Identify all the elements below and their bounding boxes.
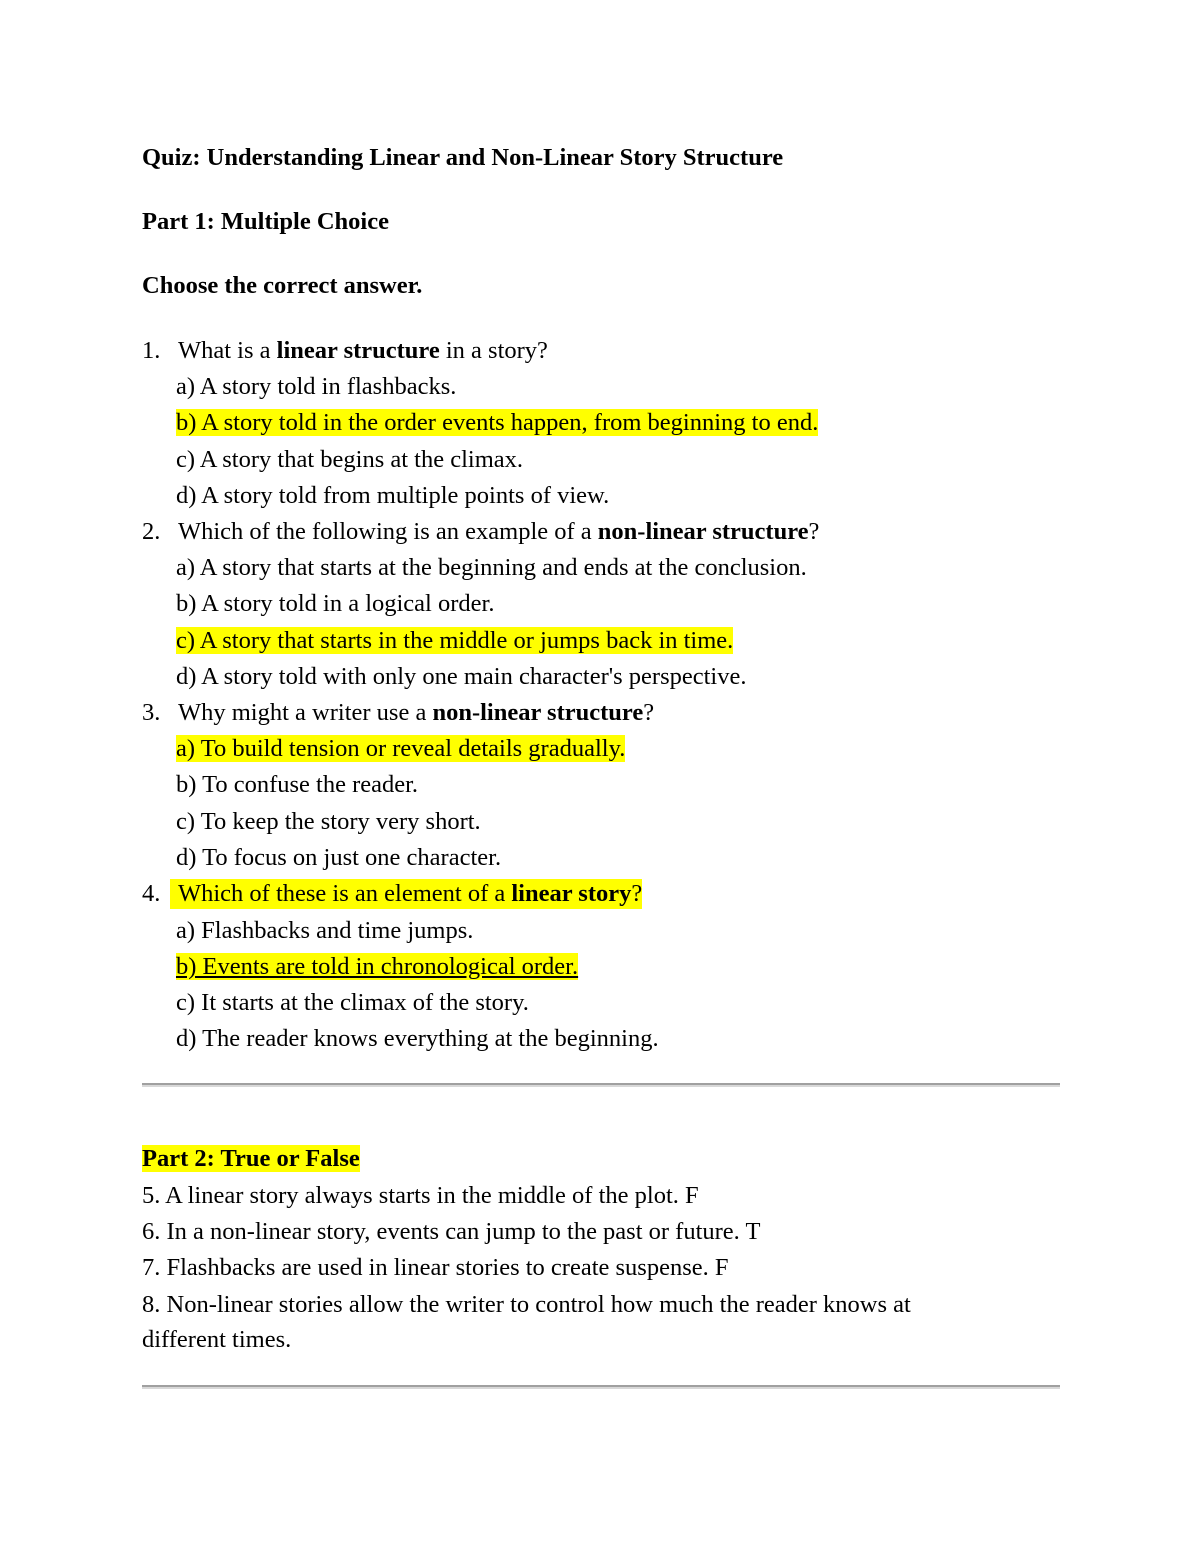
statement-5: 5. A linear story always starts in the middle of the plot. F xyxy=(142,1182,699,1209)
statement-7: 7. Flashbacks are used in linear stories to create suspense. F xyxy=(142,1254,729,1281)
statement-6: 6. In a non-linear story, events can jump to the past or future. T xyxy=(142,1218,761,1245)
part2-heading xyxy=(142,1144,360,1174)
part2-heading-text: Part 2: True or False xyxy=(142,1145,360,1172)
question-1-option-d: d) A story told from multiple points of view. xyxy=(176,482,610,509)
part1-heading: Part 1: Multiple Choice xyxy=(142,208,389,235)
question-1-pre: What is a xyxy=(178,337,277,364)
quiz-title: Quiz: Understanding Linear and Non-Linear Story Structure xyxy=(142,144,784,171)
question-4-option-c: c) It starts at the climax of the story. xyxy=(176,989,529,1016)
question-2-option-b: b) A story told in a logical order. xyxy=(176,590,495,617)
question-2-option-a: a) A story that starts at the beginning and ends at the conclusion. xyxy=(176,554,807,581)
section-divider-2 xyxy=(142,1385,1060,1389)
section-divider-1 xyxy=(142,1083,1060,1087)
question-2-option-c xyxy=(176,626,733,656)
question-2-bold: non-linear structure xyxy=(597,518,809,545)
question-3-option-c: c) To keep the story very short. xyxy=(176,808,481,835)
question-2-option-d: d) A story told with only one main character's perspective. xyxy=(176,663,747,690)
question-3-option-a xyxy=(176,734,625,764)
question-4-text xyxy=(170,879,642,909)
question-4-num-text: 4. xyxy=(142,880,161,907)
question-1-option-b xyxy=(176,408,818,438)
question-3-text xyxy=(178,698,654,728)
question-4-option-d: d) The reader knows everything at the beginning. xyxy=(176,1025,659,1052)
question-1-option-c: c) A story that begins at the climax. xyxy=(176,446,524,473)
question-3-bold: non-linear structure xyxy=(432,699,644,726)
question-4-number xyxy=(142,879,160,909)
question-4-option-b-text: b) Events are told in chronological order. xyxy=(176,953,579,980)
question-4-bold: linear story xyxy=(511,880,632,907)
question-2-post: ? xyxy=(808,518,820,545)
question-1-text xyxy=(178,336,548,366)
question-3-option-a-text: a) To build tension or reveal details gradually. xyxy=(176,735,626,762)
question-3-option-d: d) To focus on just one character. xyxy=(176,844,502,871)
statement-8-line-1: 8. Non-linear stories allow the writer to control how much the reader knows at xyxy=(142,1291,911,1318)
question-4-post: ? xyxy=(631,880,643,907)
question-1-option-b-text: b) A story told in the order events happen, from beginning to end. xyxy=(176,409,819,436)
question-2-pre: Which of the following is an example of a xyxy=(178,518,598,545)
question-1-bold: linear structure xyxy=(276,337,440,364)
question-4-option-b xyxy=(176,952,578,982)
statement-8-line-2: different times. xyxy=(142,1326,292,1353)
question-3-number: 3. xyxy=(142,699,161,726)
question-2-text xyxy=(178,517,819,547)
question-2-option-c-text: c) A story that starts in the middle or jumps back in time. xyxy=(176,627,734,654)
question-1-option-a: a) A story told in flashbacks. xyxy=(176,373,457,400)
question-1-post: in a story? xyxy=(439,337,548,364)
question-4-option-a: a) Flashbacks and time jumps. xyxy=(176,917,474,944)
question-3-pre: Why might a writer use a xyxy=(178,699,433,726)
part1-instruction: Choose the correct answer. xyxy=(142,272,423,299)
question-4-pre: Which of these is an element of a xyxy=(178,880,512,907)
question-3-option-b: b) To confuse the reader. xyxy=(176,771,419,798)
question-1-number: 1. xyxy=(142,337,161,364)
question-3-post: ? xyxy=(643,699,655,726)
question-2-number: 2. xyxy=(142,518,161,545)
